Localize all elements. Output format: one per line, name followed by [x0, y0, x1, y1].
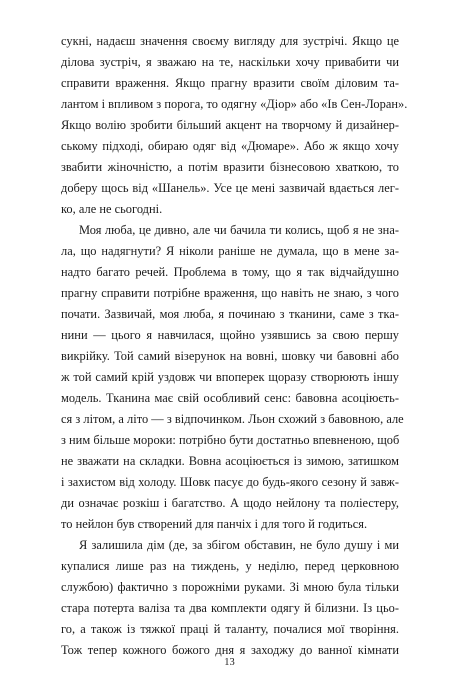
text-line: почати. Зазвичай, моя люба, я починаю з тканини, саме з тка-: [61, 307, 399, 321]
text-line: з ним більше мороки: потрібно бути достатньо впевненою, щоб: [61, 433, 400, 447]
text-line: нини — цього я навчилася, щойно узявшись за свою першу: [61, 328, 399, 342]
text-line: Я залишила дім (де, за збігом обставин, не було душу і ми: [79, 538, 399, 552]
text-line: Моя люба, це дивно, але чи бачила ти колись, щоб я не зна-: [79, 223, 399, 237]
page-number: 13: [224, 657, 235, 668]
text-line: го, а також із тяжкої праці й таланту, почалися мої творіння.: [61, 622, 399, 636]
text-line: прагну справити потрібне враження, що навіть не знаю, з чого: [61, 286, 399, 300]
text-line: ся з літом, а літо — з відпочинком. Льон схожий з бавовною, але: [61, 412, 404, 426]
text-line: купалися лише раз на тиждень, у неділю, перед церковною: [61, 559, 399, 573]
text-line: ко, але не сьогодні.: [61, 202, 163, 216]
text-line: звабити жіночністю, а потім вразити бізнесовою хваткою, то: [61, 160, 399, 174]
text-line: ж той самий крій уздовж чи впоперек щоразу створюють іншу: [61, 370, 399, 384]
text-line: доберу щось від «Шанель». Усе це мені зазвичай вдається лег-: [61, 181, 399, 195]
text-line: надто багато речей. Проблема в тому, що я так відчайдушно: [61, 265, 399, 279]
text-line: Тож тепер кожного божого дня я заходжу до ванної кімнати: [61, 643, 399, 657]
text-line: Якщо волію зробити більший акцент на творчому й дизайнер-: [61, 118, 399, 132]
text-line: модель. Тканина має свій особливий сенс: бавовна асоціюєть-: [61, 391, 399, 405]
text-line: ському підході, обираю одяг від «Дюмаре». Або ж якщо хочу: [61, 139, 399, 153]
text-line: лантом і впливом з порога, то одягну «Діор» або «Ів Сен-Лоран».: [61, 97, 408, 111]
text-line: то нейлон був створений для панчіх і для того й годиться.: [61, 517, 368, 531]
text-line: ди означає розкіш і багатство. А щодо нейлону та поліестеру,: [61, 496, 399, 510]
text-line: сукні, надаєш значення своєму вигляду для зустрічі. Якщо це: [61, 34, 399, 48]
text-line: викрійку. Той самий візерунок на вовні, шовку чи бавовні або: [61, 349, 399, 363]
text-line: ла, що надягнути? Я ніколи раніше не думала, що в мене за-: [61, 244, 399, 258]
text-line: не зважати на складки. Вовна асоціюється із зимою, затишком: [61, 454, 399, 468]
text-line: справити враження. Якщо прагну вразити своїм діловим та-: [61, 76, 399, 90]
text-line: стара потерта валіза та два комплекти одягу й білизни. Із цьо-: [61, 601, 399, 615]
text-line: ділова зустріч, я зважаю на те, наскільки хочу привабити чи: [61, 55, 399, 69]
text-line: службою) фактично з порожніми руками. Зі мною була тільки: [61, 580, 399, 594]
text-line: і захистом від холоду. Шовк пасує до будь-якого сезону й завж-: [61, 475, 399, 489]
